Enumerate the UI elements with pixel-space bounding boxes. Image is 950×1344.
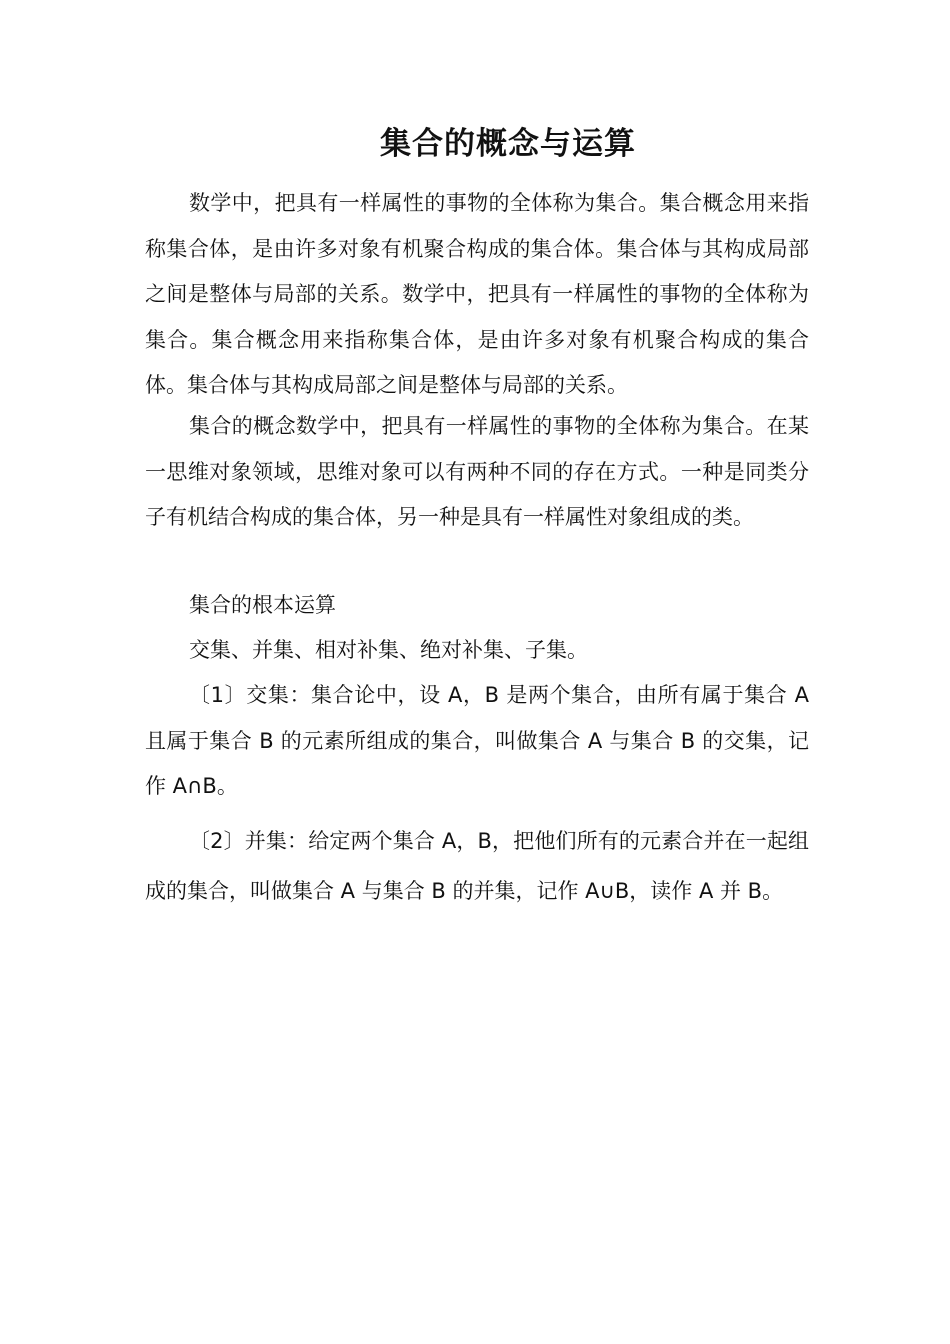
paragraph-operations-list: 交集、并集、相对补集、绝对补集、子集。 [189,638,588,662]
paragraph-union: 〔2〕并集：给定两个集合 A，B，把他们所有的元素合并在一起组成的集合，叫做集合 A 与集合 B 的并集，记作 A∪B，读作 A 并 B。 [145,829,809,903]
paragraph-set-definition: 数学中，把具有一样属性的事物的全体称为集合。集合概念用来指称集合体，是由许多对象有机聚合构成的集合体。集合体与其构成局部之间是整体与局部的关系。数学中，把具有一样属性的事物的全体称为集合。集合概念用来指称集合体，是由许多对象有机聚合构成的集合体。集合体与其构成局部之间是整体与局部的关系。 [145,191,809,397]
paragraph-set-concept: 集合的概念数学中，把具有一样属性的事物的全体称为集合。在某一思维对象领域，思维对象可以有两种不同的存在方式。一种是同类分子有机结合构成的集合体，另一种是具有一样属性对象组成的类。 [145,414,809,529]
paragraph-basic-operations-heading: 集合的根本运算 [189,593,336,617]
document-title: 集合的概念与运算 [380,126,636,162]
paragraph-intersection: 〔1〕交集：集合论中，设 A，B 是两个集合，由所有属于集合 A 且属于集合 B 的元素所组成的集合，叫做集合 A 与集合 B 的交集，记作 A∩B。 [145,683,809,798]
